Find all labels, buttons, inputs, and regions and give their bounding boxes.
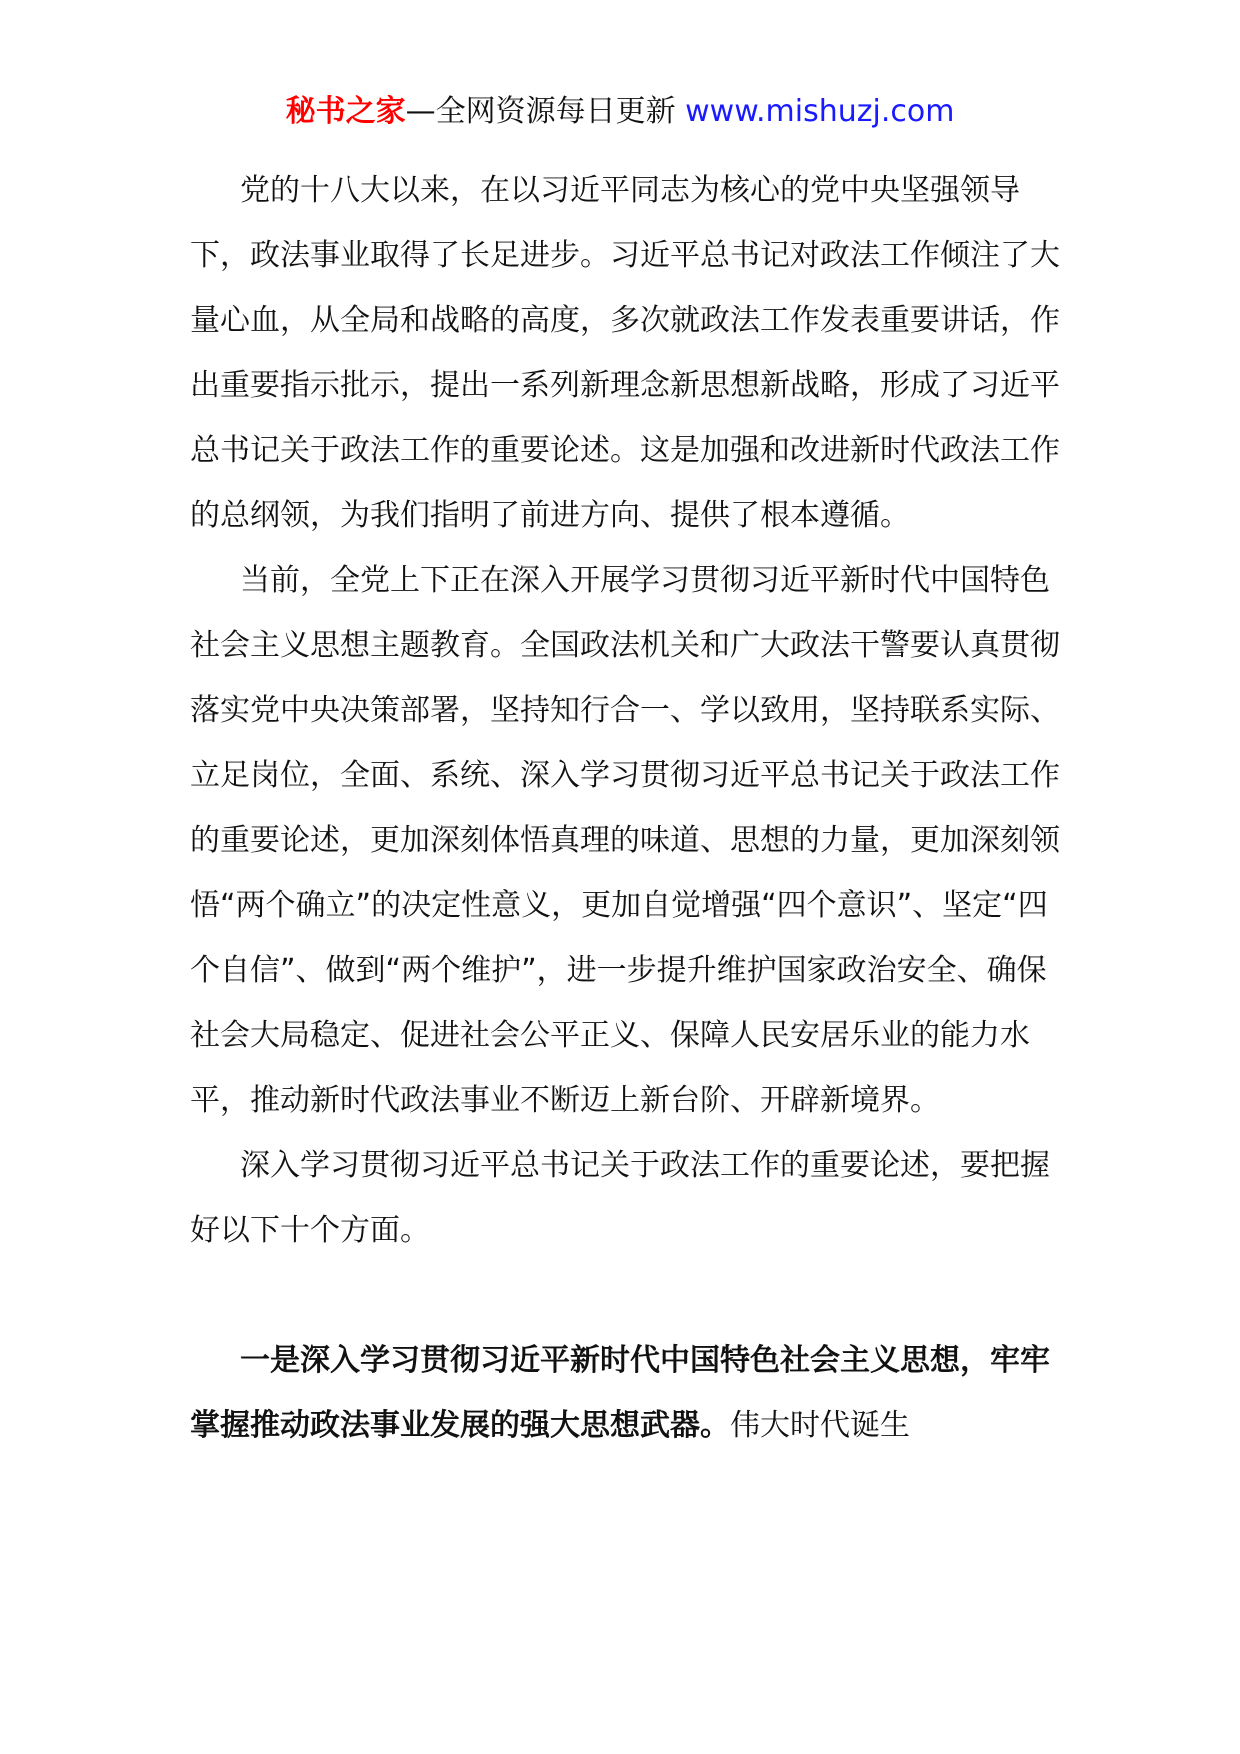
site-header: [0, 92, 1240, 132]
blank-line: [190, 1263, 1070, 1328]
document-body: [190, 158, 1070, 1458]
paragraph-ten-aspects: 深入学习贯彻习近平总书记关于政法工作的重要论述，要把握好以下十个方面。: [190, 1148, 1050, 1248]
header-tagline: —全网资源每日更新: [405, 94, 686, 129]
brand-name: 秘书之家: [285, 94, 406, 129]
paragraph-current-task: 当前，全党上下正在深入开展学习贯彻习近平新时代中国特色社会主义思想主题教育。全国政法机关和广大政法干警要认真贯彻落实党中央决策部署，坚持知行合一、学以致用，坚持联系实际、立足岗位，全面、系统、深入学习贯彻习近平总书记关于政法工作的重要论述，更加深刻体悟真理的味道、思想的力量，更加深刻领悟“两个确立”的决定性意义，更加自觉增强“四个意识”、坚定“四个自信”、做到“两个维护”，进一步提升维护国家政治安全、确保社会大局稳定、促进社会公平正义、保障人民安居乐业的能力水平，推动新时代政法事业不断迈上新台阶、开辟新境界。: [190, 563, 1060, 1118]
section-one-heading: 一是深入学习贯彻习近平新时代中国特色社会主义思想，牢牢掌握推动政法事业发展的强大思想武器。: [190, 1343, 1050, 1443]
paragraph-intro: 党的十八大以来，在以习近平同志为核心的党中央坚强领导下，政法事业取得了长足进步。习近平总书记对政法工作倾注了大量心血，从全局和战略的高度，多次就政法工作发表重要讲话，作出重要指示批示，提出一系列新理念新思想新战略，形成了习近平总书记关于政法工作的重要论述。这是加强和改进新时代政法工作的总纲领，为我们指明了前进方向、提供了根本遵循。: [190, 173, 1060, 533]
section-one-paragraph: [190, 1328, 1070, 1458]
site-url[interactable]: www.mishuzj.com: [685, 94, 955, 129]
section-one-text: 伟大时代诞生: [730, 1408, 910, 1443]
